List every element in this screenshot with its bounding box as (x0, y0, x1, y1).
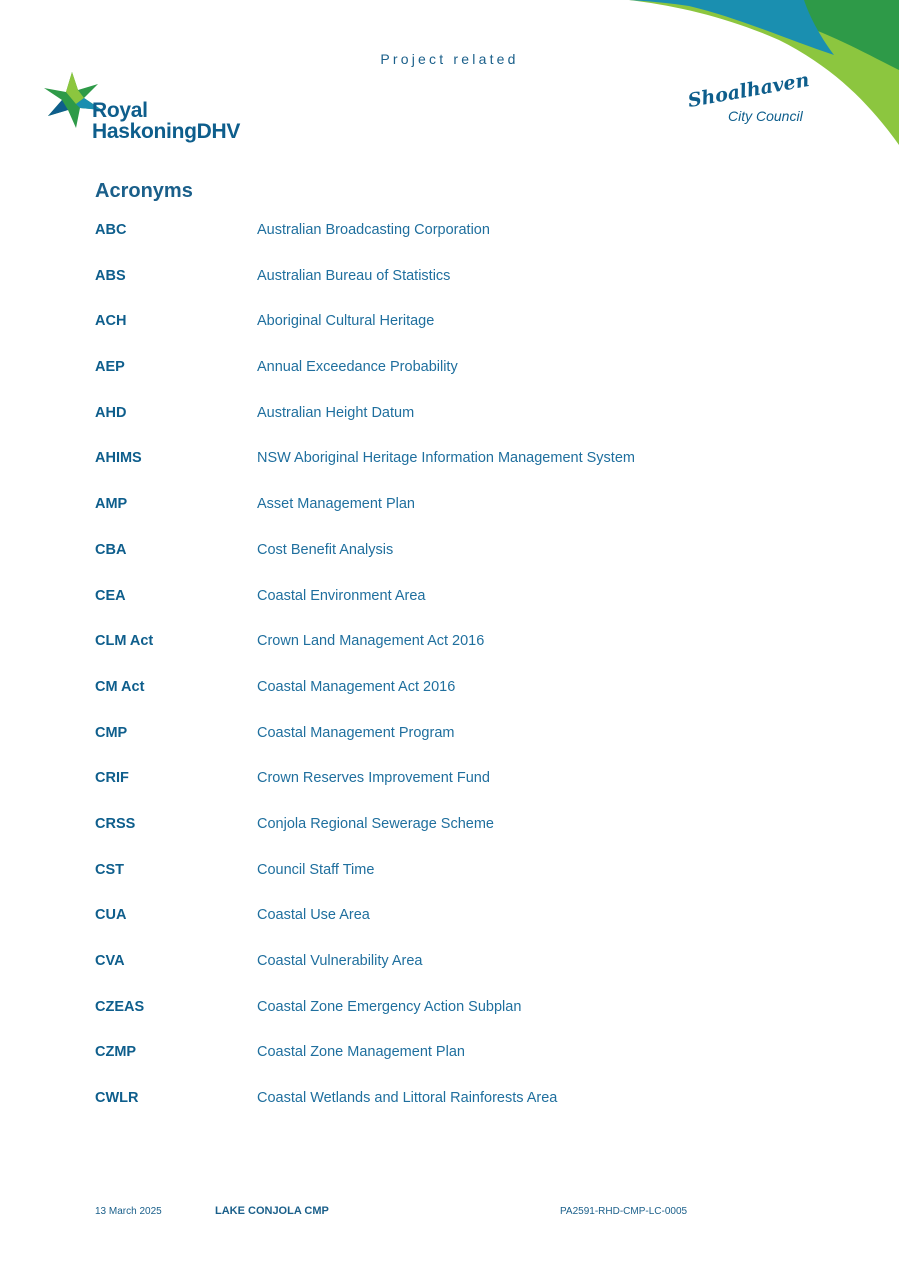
acronym-row (95, 862, 795, 908)
acronym-definition: Coastal Management Program (257, 724, 455, 741)
acronym-row (95, 450, 795, 496)
acronym-row (95, 313, 795, 359)
acronym-row (95, 268, 795, 314)
acronym-definition: Australian Height Datum (257, 404, 415, 421)
acronym-row (95, 1044, 795, 1090)
section-heading: Acronyms (95, 180, 193, 202)
acronym-definition: NSW Aboriginal Heritage Information Management System (257, 450, 635, 467)
acronym-definition: Conjola Regional Sewerage Scheme (257, 815, 494, 832)
acronym-row (95, 953, 795, 999)
acronym-code: CBA (95, 541, 127, 558)
acronym-code: AEP (95, 359, 125, 376)
acronym-code: CST (95, 861, 124, 878)
shoalhaven-council-logo (684, 69, 824, 136)
acronym-code: AMP (95, 496, 128, 513)
acronym-code: CVA (95, 953, 125, 969)
acronym-code: CRSS (95, 815, 136, 832)
acronym-code: AHIMS (95, 450, 142, 467)
acronym-definition: Coastal Vulnerability Area (257, 953, 423, 969)
acronym-row (95, 725, 795, 771)
acronym-definition: Coastal Use Area (257, 907, 370, 924)
acronym-definition: Coastal Environment Area (257, 587, 426, 604)
acronym-row (95, 542, 795, 588)
acronym-definition: Coastal Zone Emergency Action Subplan (257, 998, 522, 1015)
acronym-definition: Australian Broadcasting Corporation (257, 222, 490, 238)
acronym-row (95, 222, 795, 268)
acronym-definition: Coastal Zone Management Plan (257, 1044, 465, 1061)
acronym-row (95, 770, 795, 816)
company-name-line1: Royal (92, 99, 148, 122)
acronym-code: CRIF (95, 770, 129, 787)
acronym-code: ABS (95, 267, 126, 284)
company-name-line2: HaskoningDHV (92, 120, 241, 143)
acronym-code: ACH (95, 313, 127, 330)
acronym-row (95, 588, 795, 634)
company-name (92, 100, 240, 142)
acronym-code: CUA (95, 907, 127, 924)
acronym-row (95, 907, 795, 953)
council-logo-subtitle: City Council (728, 108, 803, 124)
council-logo-script: Shoalhaven (686, 69, 811, 112)
footer-reference: PA2591-RHD-CMP-LC-0005 (560, 1206, 688, 1217)
acronym-row (95, 999, 795, 1045)
royal-haskoningdhv-logo (42, 70, 257, 150)
acronym-definition: Annual Exceedance Probability (257, 359, 458, 376)
acronym-definition: Asset Management Plan (257, 496, 415, 513)
acronym-code: ABC (95, 222, 127, 238)
acronym-definition: Coastal Management Act 2016 (257, 678, 456, 695)
acronym-definition: Aboriginal Cultural Heritage (257, 313, 435, 330)
acronym-definition: Australian Bureau of Statistics (257, 267, 451, 284)
acronym-row (95, 496, 795, 542)
acronym-definition: Cost Benefit Analysis (257, 541, 394, 558)
footer-project: LAKE CONJOLA CMP (215, 1205, 329, 1217)
acronym-definition: Crown Reserves Improvement Fund (257, 770, 490, 787)
acronym-code: CWLR (95, 1090, 139, 1107)
acronym-row (95, 359, 795, 405)
acronym-list (95, 222, 795, 1136)
acronym-code: CLM Act (95, 633, 154, 650)
acronym-row (95, 633, 795, 679)
acronym-code: CZEAS (95, 998, 145, 1015)
footer-date: 13 March 2025 (95, 1206, 162, 1217)
acronym-code: CZMP (95, 1044, 137, 1061)
classification-label: Project related (380, 51, 519, 67)
acronym-definition: Crown Land Management Act 2016 (257, 633, 485, 650)
acronym-code: CM Act (95, 678, 145, 695)
acronym-definition: Coastal Wetlands and Littoral Rainforests Area (257, 1090, 558, 1107)
acronym-row (95, 679, 795, 725)
acronym-row (95, 816, 795, 862)
acronym-code: AHD (95, 404, 127, 421)
acronym-row (95, 405, 795, 451)
acronym-code: CEA (95, 587, 126, 604)
acronym-code: CMP (95, 724, 128, 741)
acronym-definition: Council Staff Time (257, 861, 375, 878)
acronym-row (95, 1090, 795, 1136)
